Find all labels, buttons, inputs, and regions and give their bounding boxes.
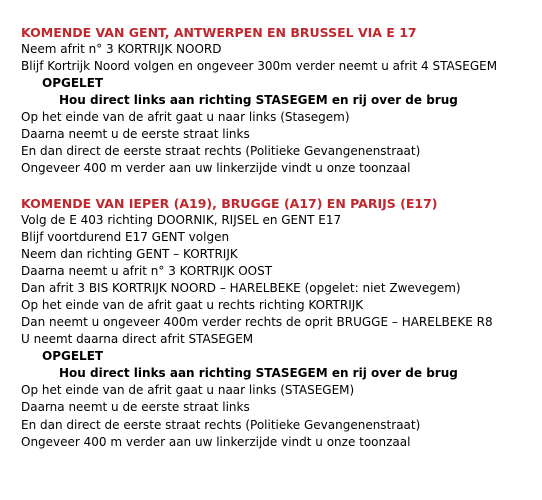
warning-detail: Hou direct links aan richting STASEGEM en rij over de brug	[59, 366, 458, 381]
direction-line: Op het einde van de afrit gaat u naar links (Stasegem)	[21, 110, 350, 125]
route-section-ieper	[21, 195, 542, 451]
direction-line: Daarna neemt u de eerste straat links	[21, 127, 250, 142]
direction-line: Dan afrit 3 BIS KORTRIJK NOORD – HARELBEKE (opgelet: niet Zwevegem)	[21, 280, 461, 295]
section-heading: KOMENDE VAN GENT, ANTWERPEN EN BRUSSEL VIA E 17	[21, 25, 417, 40]
direction-line: En dan direct de eerste straat rechts (Politieke Gevangenenstraat)	[21, 417, 421, 432]
direction-line: Blijf voortdurend E17 GENT volgen	[21, 229, 230, 244]
warning-detail: Hou direct links aan richting STASEGEM en rij over de brug	[59, 93, 458, 108]
direction-line: Daarna neemt u afrit n° 3 KORTRIJK OOST	[21, 263, 273, 278]
warning-title: OPGELET	[42, 76, 104, 91]
direction-line: Ongeveer 400 m verder aan uw linkerzijde vindt u onze toonzaal	[21, 161, 411, 176]
direction-line: Daarna neemt u de eerste straat links	[21, 400, 250, 415]
direction-line: Neem afrit n° 3 KORTRIJK NOORD	[21, 42, 222, 56]
direction-line: Op het einde van de afrit gaat u rechts richting KORTRIJK	[21, 298, 364, 313]
warning-title: OPGELET	[42, 349, 104, 364]
direction-line: Blijf Kortrijk Noord volgen en ongeveer 300m verder neemt u afrit 4 STASEGEM	[21, 59, 498, 74]
route-section-gent	[21, 24, 542, 178]
section-heading: KOMENDE VAN IEPER (A19), BRUGGE (A17) EN PARIJS (E17)	[21, 195, 438, 211]
direction-line: U neemt daarna direct afrit STASEGEM	[21, 332, 254, 347]
direction-line: En dan direct de eerste straat rechts (Politieke Gevangenenstraat)	[21, 144, 421, 159]
direction-line: Ongeveer 400 m verder aan uw linkerzijde vindt u onze toonzaal	[21, 434, 411, 449]
direction-line: Neem dan richting GENT – KORTRIJK	[21, 246, 238, 261]
direction-line: Op het einde van de afrit gaat u naar links (STASEGEM)	[21, 383, 355, 398]
direction-line: Dan neemt u ongeveer 400m verder rechts de oprit BRUGGE – HARELBEKE R8	[21, 315, 493, 330]
direction-line: Volg de E 403 richting DOORNIK, RIJSEL en GENT E17	[21, 212, 342, 227]
